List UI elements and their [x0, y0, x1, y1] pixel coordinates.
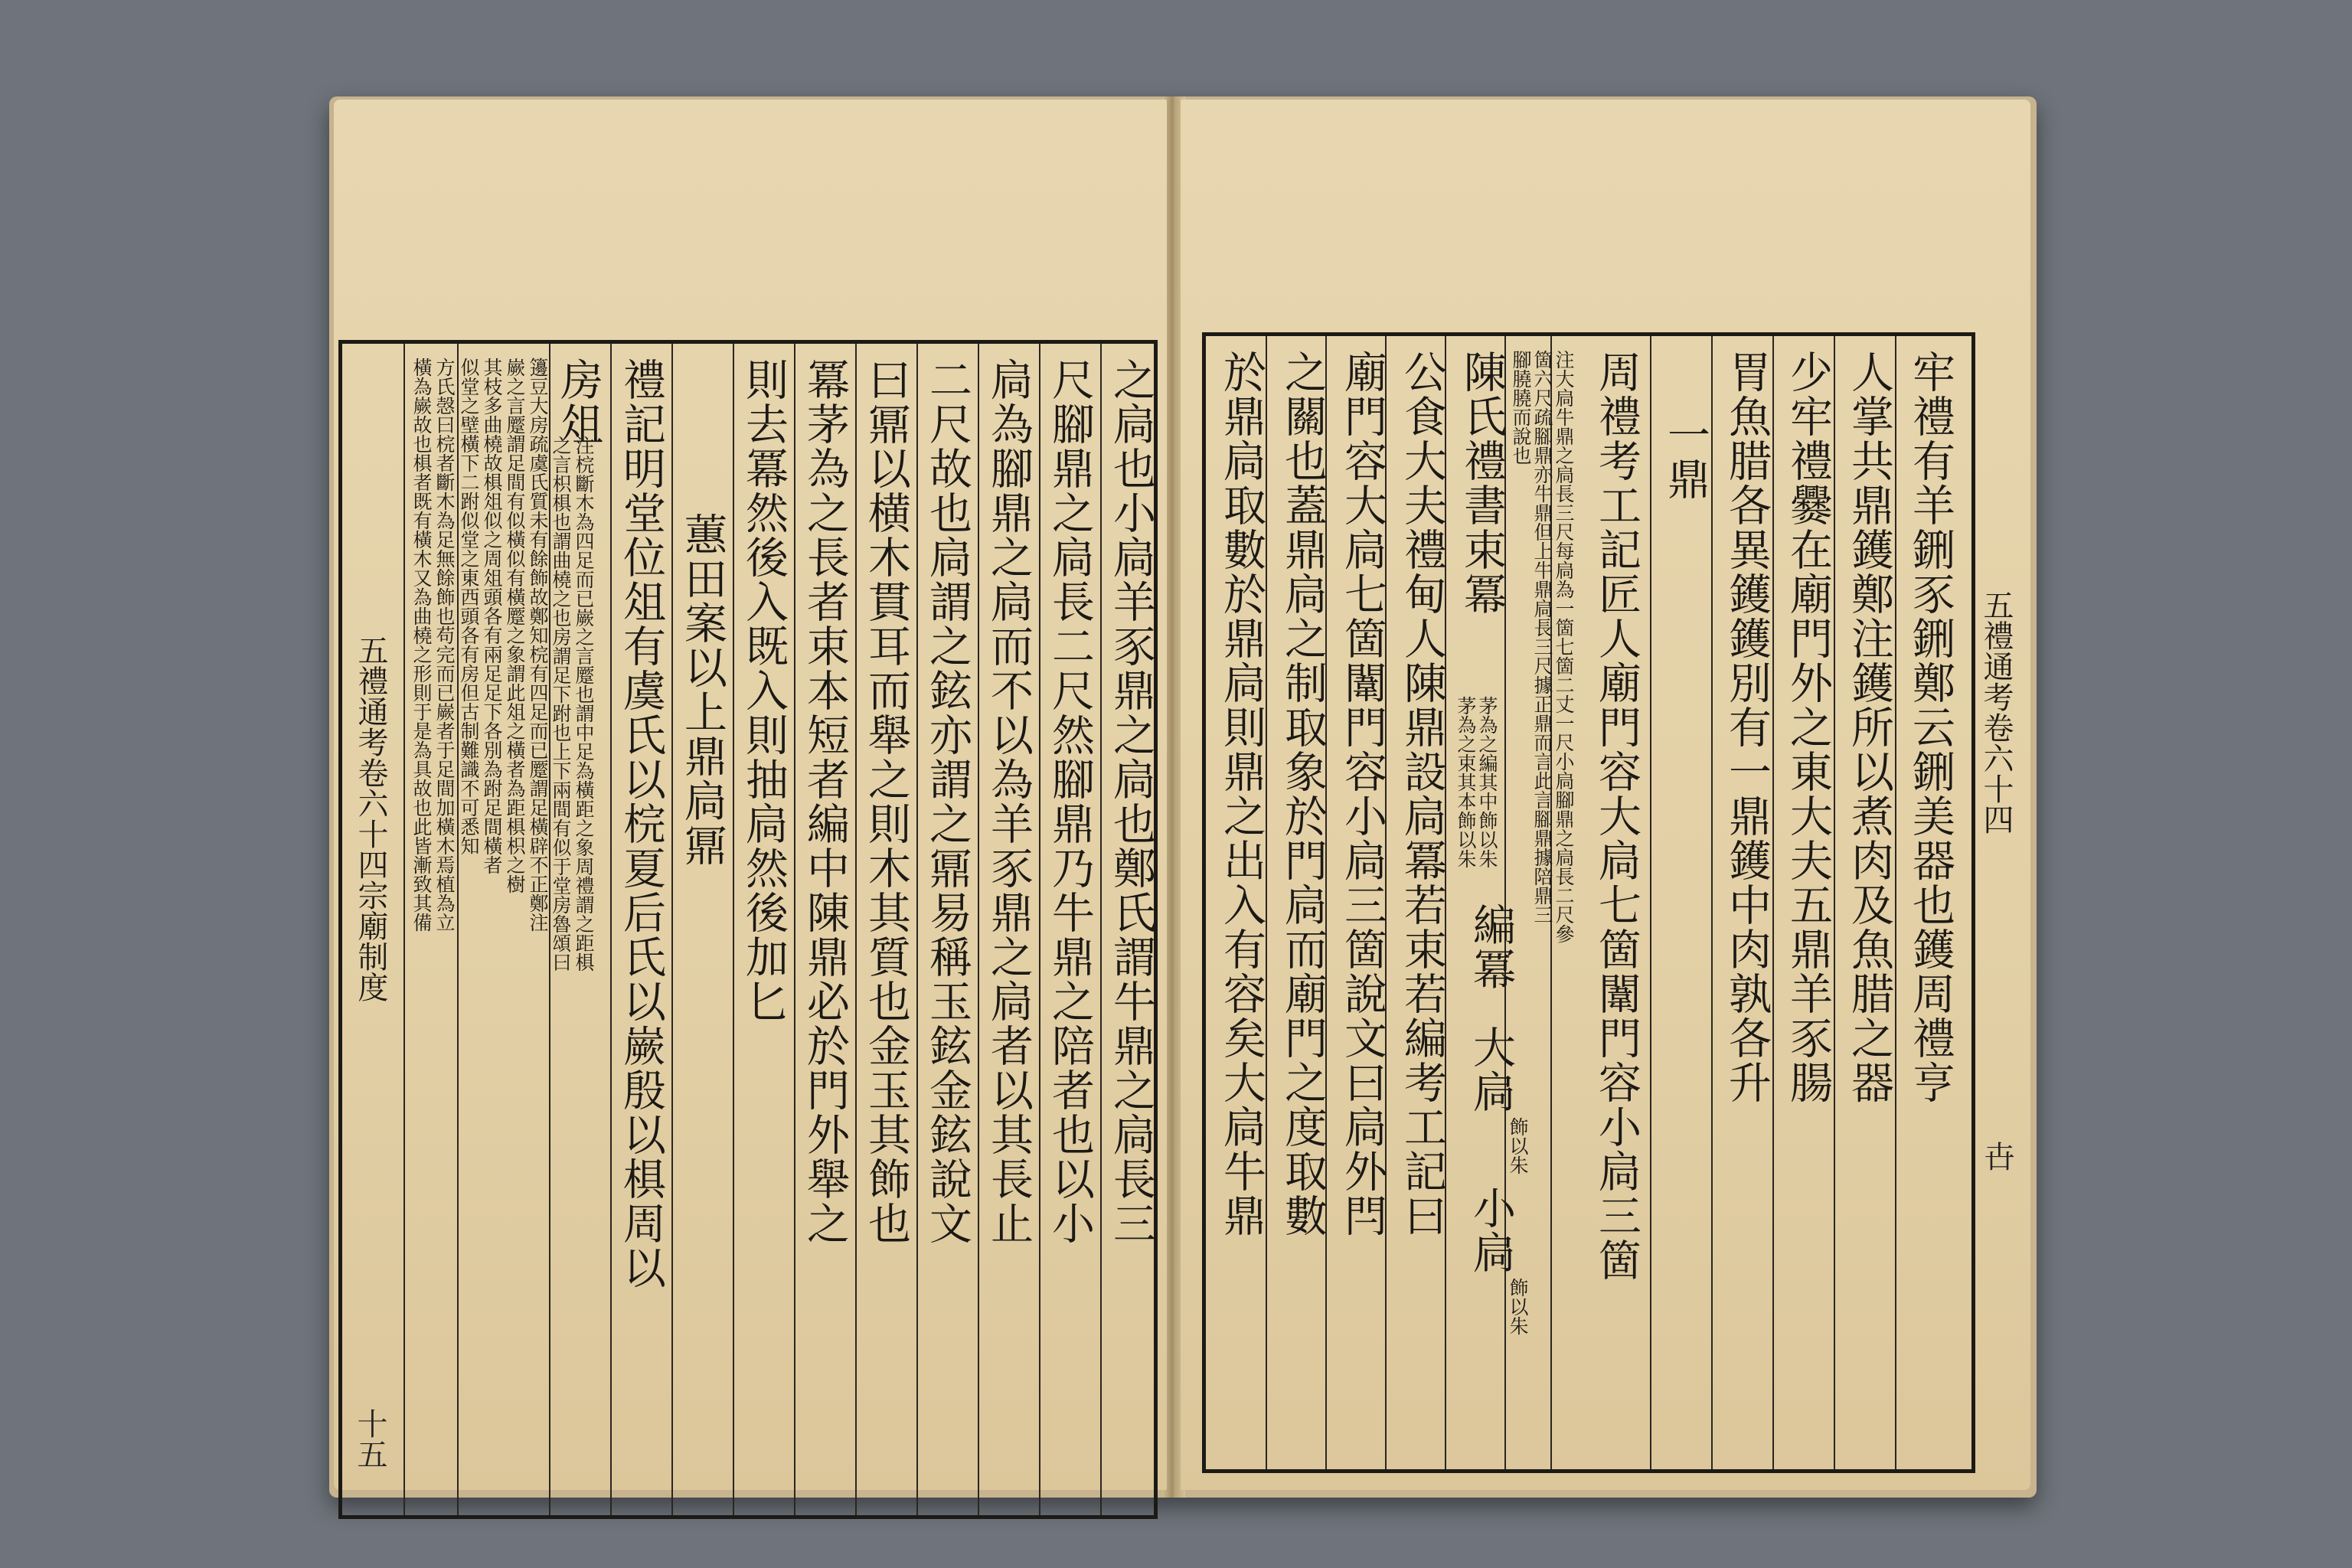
- text-column: 一鼎: [1661, 413, 1710, 501]
- text-column: 人掌共鼎鑊鄭注鑊所以煮肉及魚腊之器: [1844, 350, 1894, 1105]
- text-column: 尺腳鼎之扃長二尺然腳鼎乃牛鼎之陪者也以小: [1045, 358, 1095, 1246]
- column-rule: [794, 344, 795, 1515]
- note-column: 其枝多曲橈故椇俎似之周俎頭各有兩足足下各別為跗足間橫者: [481, 358, 503, 874]
- heading-tail: 小扃: [1466, 1186, 1516, 1275]
- column-rule: [916, 344, 918, 1515]
- heading-note: 茅為之束其本飾以朱: [1455, 696, 1477, 868]
- left-page: [334, 100, 1167, 1490]
- open-book: [329, 96, 2037, 1498]
- column-rule: [403, 344, 405, 1515]
- note-column: 箇六尺疏腳鼎亦牛鼎但上牛鼎扃長三尺據正鼎而言此言腳鼎據陪鼎三: [1531, 350, 1553, 924]
- heading-tail-note: 飾以朱: [1507, 1117, 1529, 1174]
- column-rule: [1650, 336, 1651, 1469]
- note-column: 橫為嶡故也椇者既有橫木又為曲橈之形則于是為具故也此皆漸致其備: [410, 358, 433, 932]
- left-text-frame: [338, 340, 1158, 1519]
- note-column: 注大扃牛鼎之扃長三尺每扃為一箇七箇二丈一尺小扃腳鼎之扃長二尺參: [1553, 350, 1575, 943]
- heading-tail: 編冪: [1466, 903, 1516, 991]
- text-column: 胃魚腊各異鑊鑊別有一鼎鑊中肉孰各升: [1722, 350, 1772, 1105]
- note-column: 方氏愨曰梡者斷木為足無餘飾也苟完而已嶡者于足間加橫木焉植為立: [433, 358, 456, 932]
- section-heading-text: 陳氏禮書束冪: [1457, 350, 1507, 616]
- text-column: 之關也蓋鼎扃之制取象於門扃而廟門之度取數: [1278, 350, 1328, 1238]
- column-rule: [978, 344, 979, 1515]
- column-rule: [1039, 344, 1040, 1515]
- right-page: [1181, 100, 2030, 1490]
- text-column: 少牢禮爨在廟門外之東大夫五鼎羊豕腸: [1783, 350, 1833, 1105]
- heading-tail-note: 飾以朱: [1507, 1278, 1529, 1335]
- text-column: 周禮考工記匠人廟門容大扃七箇闈門容小扃三箇: [1592, 350, 1642, 1282]
- text-column: 扃為腳鼎之扃而不以為羊豕鼎之扃者以其長止: [984, 358, 1034, 1246]
- text-column: 廟門容大扃七箇闈門容小扃三箇說文曰扃外閂: [1338, 350, 1387, 1238]
- column-rule: [1100, 344, 1102, 1515]
- text-column: 曰鼏以横木貫耳而舉之則木其質也金玉其飾也: [861, 358, 911, 1246]
- note-column: 嶡之言蹷謂足間有似橫似有橫蹷之象謂此俎之橫者為距椇枳之樹: [504, 358, 526, 893]
- column-rule: [733, 344, 734, 1515]
- note-column: 腳膮膮而說也: [1510, 350, 1532, 465]
- note-column: 籩豆大房疏虞氏質未有餘飾故鄭知梡有四足而已蹷謂足橫辟不正鄭注: [527, 358, 549, 932]
- note-column: 注梡斷木為四足而已嶡之言蹷也謂中足為橫距之象周禮謂之距椇: [573, 436, 595, 972]
- heading-note: 茅為之編其中飾以朱: [1476, 696, 1498, 868]
- column-rule: [855, 344, 857, 1515]
- text-column: 房俎: [554, 358, 603, 446]
- column-rule: [1711, 336, 1713, 1469]
- left-margin-title: 五禮通考卷六十四宗廟制度: [353, 635, 388, 1002]
- column-rule: [610, 344, 612, 1515]
- section-heading: [1454, 350, 1509, 616]
- left-folio: 十五: [352, 1408, 387, 1469]
- right-text-frame: [1202, 332, 1975, 1473]
- text-column: 公食大夫禮甸人陳鼎設扃冪若束若編考工記曰: [1397, 350, 1447, 1238]
- note-column: 似堂之壁橫下二跗似堂之東西頭各有房但古制難識不可悉知: [458, 358, 480, 855]
- text-column: 二尺故也扃謂之鉉亦謂之鼏易稱玉鉉金鉉說文: [923, 358, 972, 1246]
- right-margin-title: 五禮通考卷六十四: [1978, 590, 2014, 835]
- text-column: 則去冪然後入既入則抽扃然後加匕: [739, 358, 789, 1024]
- text-column: 禮記明堂位俎有虞氏以梡夏后氏以嶡殷以椇周以: [616, 358, 666, 1290]
- column-rule: [671, 344, 673, 1515]
- text-column: 之扃也小扃羊豕鼎之扃也鄭氏謂牛鼎之扃長三: [1106, 358, 1156, 1246]
- right-folio: 卋: [1979, 1141, 2014, 1171]
- text-column: 於鼎扃取數於鼎扃則鼎之出入有容矣大扃牛鼎: [1217, 350, 1266, 1238]
- text-column: 牢禮有羊鉶豕鉶鄭云鉶美器也鑊周禮亨: [1906, 350, 1955, 1105]
- text-column: 蕙田案以上鼎扃鼏: [678, 512, 727, 867]
- text-column: 冪茅為之長者束本短者編中陳鼎必於門外舉之: [800, 358, 850, 1246]
- note-column: 之言枳椇也謂曲橈之也房謂足下跗也上下兩間有似于堂房魯頌曰: [550, 436, 572, 972]
- heading-tail: 大扃: [1466, 1025, 1516, 1114]
